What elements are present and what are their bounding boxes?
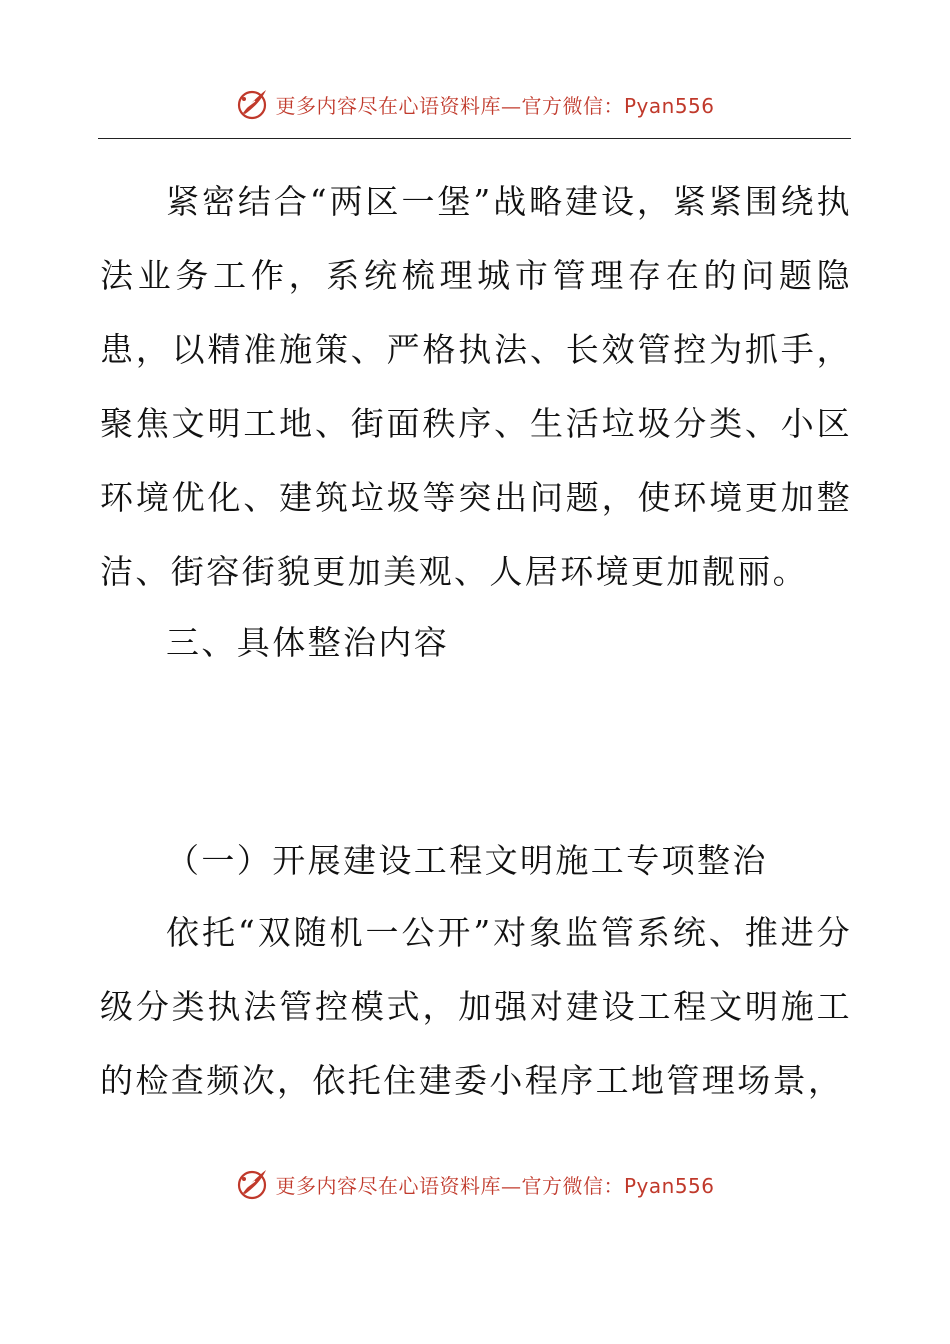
header-banner-text [275, 90, 714, 119]
paragraph-2 [100, 896, 852, 1118]
paragraph-1 [100, 165, 852, 609]
footer-banner-inner [235, 1167, 714, 1201]
footer-banner [0, 1164, 950, 1204]
section-heading-3: 三、具体整治内容 [166, 623, 450, 662]
header-banner-label: 更多内容尽在心语资料库—官方微信： [275, 93, 624, 118]
header-banner [0, 84, 950, 124]
footer-banner-label: 更多内容尽在心语资料库—官方微信： [275, 1173, 624, 1198]
paragraph-2-text: 依托“双随机一公开”对象监管系统、推进分级分类执法管控模式，加强对建设工程文明施工的检查频次，依托住建委小程序工地管理场景， [100, 913, 852, 1100]
header-wechat-id: Pyan556 [623, 93, 715, 118]
footer-banner-text [275, 1170, 714, 1199]
feather-pen-logo-icon [235, 1167, 269, 1201]
subsection-heading-1: （一）开展建设工程文明施工专项整治 [166, 841, 768, 880]
footer-wechat-id: Pyan556 [623, 1173, 715, 1198]
header-banner-inner [235, 87, 714, 121]
paragraph-1-text: 紧密结合“两区一堡”战略建设，紧紧围绕执法业务工作，系统梳理城市管理存在的问题隐患，以精准施策、严格执法、长效管控为抓手，聚焦文明工地、街面秩序、生活垃圾分类、小区环境优化、建筑垃圾等突出问题，使环境更加整洁、街容街貌更加美观、人居环境更加靓丽。 [100, 182, 852, 591]
header-divider [98, 138, 851, 139]
feather-pen-logo-icon [235, 87, 269, 121]
